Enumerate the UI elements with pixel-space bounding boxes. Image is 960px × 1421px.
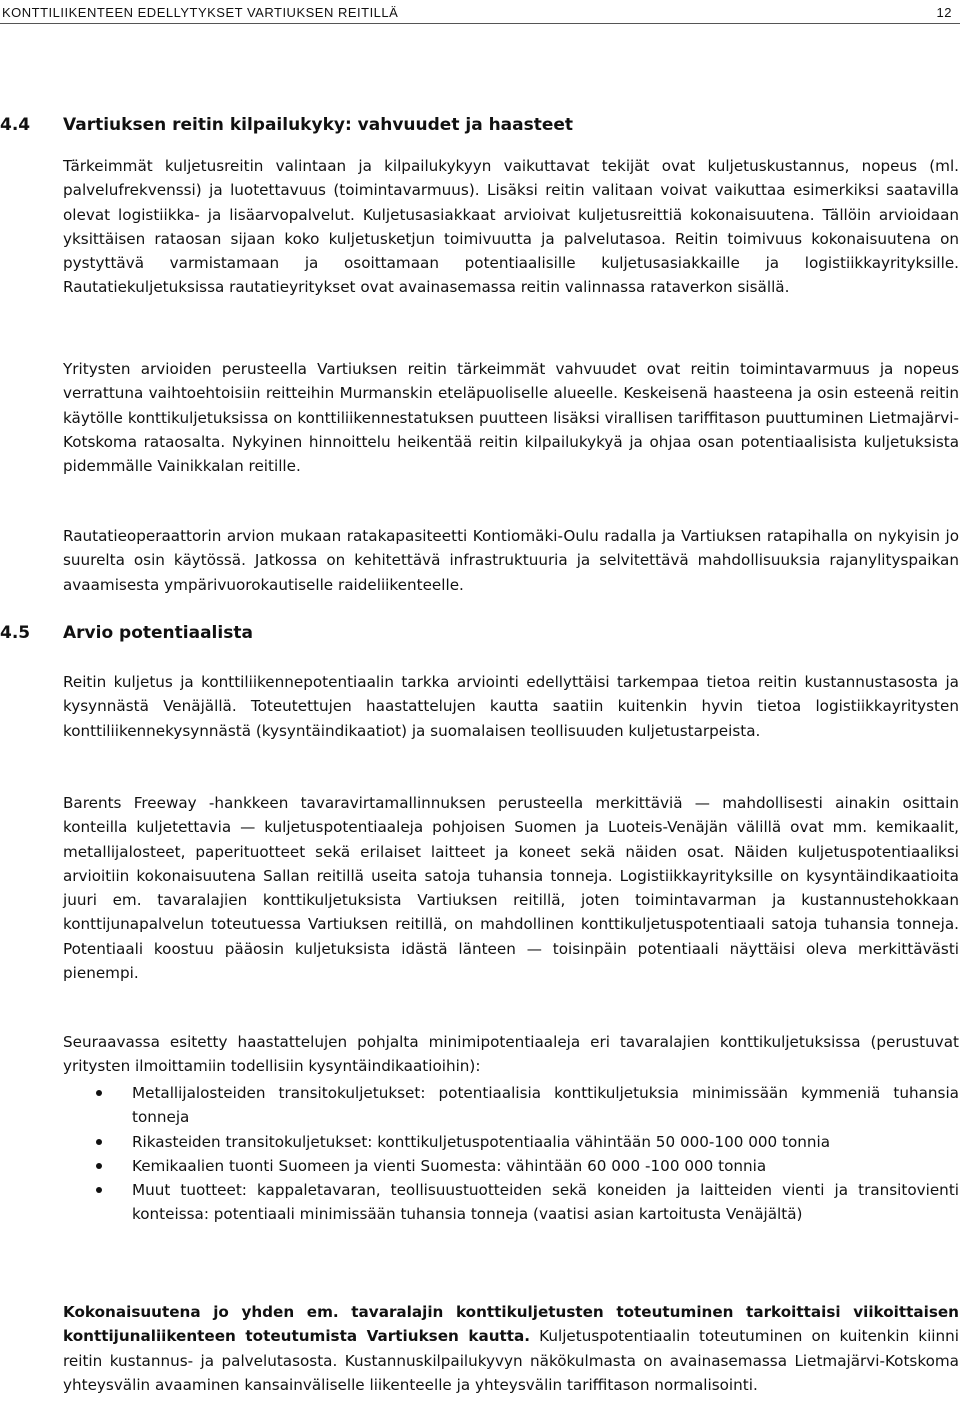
paragraph-text: Rautatieoperaattorin arvion mukaan ratakapasiteetti Kontiomäki-Oulu radalla ja Vartiuksen ratapihalla on nykyisin jo suurelta osin käytössä. Jatkossa on kehitettävä infrastruktuuria ja selvitettävä mahdollisuuksia rajanylityspaikan avaamisesta ympärivuorokautiselle raideliikenteelle. xyxy=(63,527,959,594)
list-item-text: Muut tuotteet: kappaletavaran, teollisuustuotteiden sekä koneiden ja laitteiden vienti ja transitovienti konteissa: potentiaali minimissään tuhansia tonneja (vaatisi asian kartoitusta Venäjältä) xyxy=(132,1181,959,1224)
list-item-text: Kemikaalien tuonti Suomeen ja vienti Suomesta: vähintään 60 000 -100 000 tonnia xyxy=(132,1156,767,1175)
paragraph-text: Barents Freeway -hankkeen tavaravirtamallinnuksen perusteella merkittäviä — mahdollisesti ainakin osittain konteilla kuljetettavia — kuljetuspotentiaaleja pohjoisen Suomen ja Luoteis-Venäjän välillä ovat mm. kemikaalit, metallijalosteet, paperituotteet sekä erilaiset laitteet ja koneet sekä näiden osat. Näiden kuljetuspotentiaaliksi arvioitiin kokonaisuutena Sallan reitillä useita satoja tuhansia tonneja. Logistiikkayrityksille on kysyntäindikaatioita juuri em. tavaralajien konttikuljetuksista Vartiuksen reitillä, joten toimintavarman ja kustannustehokkaan konttijunapalvelun toteutuessa Vartiuksen reitillä, on mahdollinen konttikuljetuspotentiaali satoja tuhansia tonneja. Potentiaali koostuu pääosin kuljetuksista idästä länteen — toisinpäin potentiaali näyttäisi oleva merkittävästi pienempi. xyxy=(63,794,959,983)
running-header xyxy=(0,0,960,24)
paragraph xyxy=(63,1300,959,1397)
bullet-icon xyxy=(96,1187,102,1193)
paragraph-text: Seuraavassa esitetty haastattelujen pohjalta minimipotentiaaleja eri tavaralajien konttikuljetuksissa (perustuvat yritysten ilmoittamiin todellisiin kysyntäindikaatioihin): xyxy=(63,1033,959,1076)
section-number: 4.5 xyxy=(0,623,31,643)
paragraph xyxy=(63,524,959,597)
paragraph xyxy=(63,357,959,478)
conclusion-bold-text: Kokonaisuutena jo yhden em. tavaralajin konttikuljetusten toteutuminen tarkoittaisi viikoittaisen konttijunaliikenteen toteutumista Vartiuksen kautta. xyxy=(63,1303,959,1346)
page-number: 12 xyxy=(936,5,952,20)
section-number: 4.4 xyxy=(0,115,31,135)
section-title: Vartiuksen reitin kilpailukyky: vahvuudet ja haasteet xyxy=(63,115,574,135)
paragraph xyxy=(63,154,959,300)
bullet-icon xyxy=(96,1139,102,1145)
running-title: KONTTILIIKENTEEN EDELLYTYKSET VARTIUKSEN REITILLÄ xyxy=(2,5,399,20)
paragraph-text: Reitin kuljetus ja konttiliikennepotentiaalin tarkka arviointi edellyttäisi tarkempaa tietoa reitin kustannustasosta ja kysynnästä Venäjällä. Toteutettujen haastattelujen kautta saatiin kuitenkin hyvin tietoa logistiikkayritysten konttiliikennekysynnästä (kysyntäindikaatiot) ja suomalaisen teollisuuden kuljetustarpeista. xyxy=(63,673,959,740)
conclusion-text: Kuljetuspotentiaalin toteutuminen on kuitenkin kiinni reitin kustannus- ja palvelutasosta. Kustannuskilpailukyvyn näkökulmasta on avainasemassa Lietmajärvi-Kotskoma yhteysvälin avaaminen kansainväliselle liikenteelle ja yhteysvälin tariffitason normalisointi. xyxy=(63,1327,959,1394)
paragraph-text: Tärkeimmät kuljetusreitin valintaan ja kilpailukykyyn vaikuttavat tekijät ovat kuljetuskustannus, nopeus (ml. palvelufrekvenssi) ja luotettavuus (toimintavarmuus). Lisäksi reitin valitaan voivat vaikuttaa esimerkiksi saatavilla olevat logistiikka- ja lisäarvopalvelut. Kuljetusasiakkaat arvioivat kuljetusreittiä kokonaisuutena. Tällöin arvioidaan yksittäisen rataosan sijaan koko kuljetusketjun toimivuutta ja palvelutasoa. Reitin toimivuus kokonaisuutena on pystyttävä varmistamaan ja osoittamaan potentiaalisille kuljetusasiakkaille ja logistiikkayrityksille. Rautatiekuljetuksissa rautatieyritykset ovat avainasemassa reitin valinnassa rataverkon sisällä. xyxy=(63,157,959,297)
paragraph xyxy=(63,1030,959,1079)
header-rule xyxy=(0,23,960,24)
paragraph-text: Yritysten arvioiden perusteella Vartiuksen reitin tärkeimmät vahvuudet ovat reitin toimintavarmuus ja nopeus verrattuna vaihtoehtoisiin reitteihin Murmanskin eteläpuoliselle alueelle. Keskeisenä haasteena ja osin esteenä reitin käytölle konttikuljetuksissa on konttiliikennestatuksen puutteen lisäksi virallisen tariffitason puuttuminen Lietmajärvi-Kotskoma rataosalta. Nykyinen hinnoittelu heikentää reitin kilpailukykyä ja ohjaa osan potentiaalisista kuljetuksista pidemmälle Vainikkalan reitille. xyxy=(63,360,959,476)
list-item xyxy=(63,1178,959,1227)
list-item xyxy=(63,1154,959,1178)
bullet-icon xyxy=(96,1163,102,1169)
list-item xyxy=(63,1130,959,1154)
conclusion-paragraph xyxy=(63,1300,959,1397)
bullet-icon xyxy=(96,1090,102,1096)
list-item-text: Metallijalosteiden transitokuljetukset: potentiaalisia konttikuljetuksia minimissään kymmeniä tuhansia tonneja xyxy=(132,1084,959,1127)
paragraph xyxy=(63,670,959,743)
bullet-list xyxy=(63,1081,959,1227)
list-item-text: Rikasteiden transitokuljetukset: konttikuljetuspotentiaalia vähintään 50 000-100 000 tonnia xyxy=(132,1132,831,1151)
list-item xyxy=(63,1081,959,1130)
section-title: Arvio potentiaalista xyxy=(63,623,253,643)
paragraph xyxy=(63,791,959,985)
